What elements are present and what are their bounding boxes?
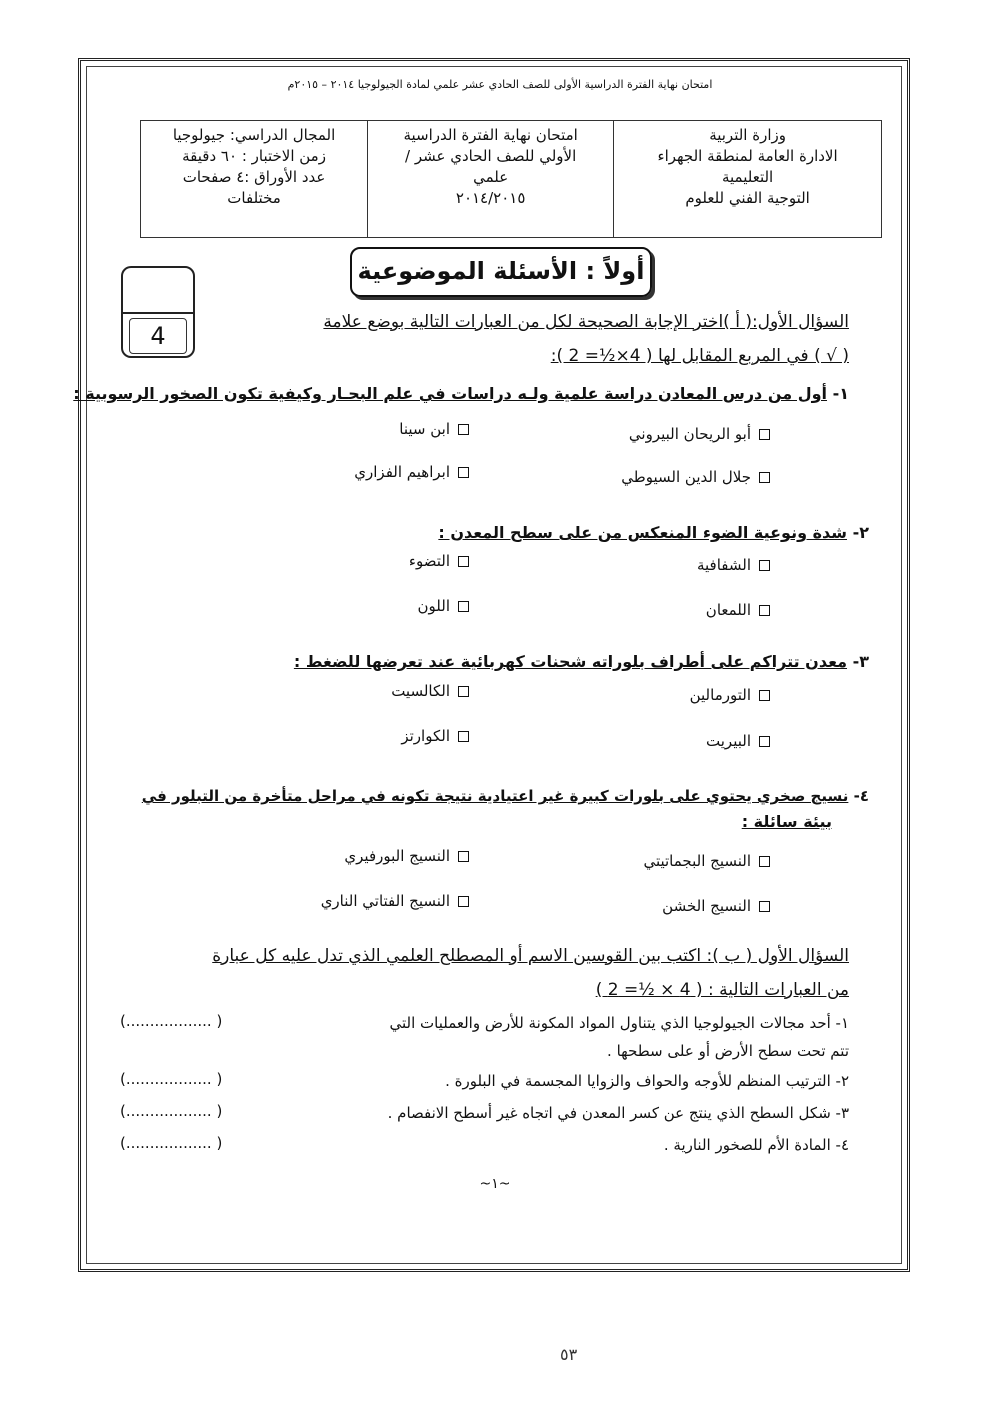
score-value: 4 — [129, 318, 187, 354]
header-subject-cell: المجال الدراسي: جيولوجيا زمن الاختبار : ٦٠ دقيقة عدد الأوراق :٤ صفحات مختلفات — [141, 121, 368, 238]
q1b-item3: ٣- شكل السطح الذي ينتج عن كسر المعدن في اتجاه غير أسطح الانفصام . — [387, 1104, 849, 1122]
option-2-1[interactable]: الشفافية — [697, 556, 770, 574]
q1b-item1: ١- أحد مجالات الجيولوجيا الذي يتناول المواد المكونة للأرض والعمليات التي — [389, 1014, 849, 1032]
answer-blank-3[interactable]: (.................. ) — [120, 1102, 223, 1120]
q1b-title: السؤال الأول ( ب ): اكتب بين القوسين الاسم أو المصطلح العلمي الذي تدل عليه كل عبارة — [212, 946, 849, 966]
option-2-3[interactable]: اللمعان — [706, 601, 770, 619]
q1b-item1-cont: تتم تحت سطح الأرض أو على سطحها . — [607, 1042, 849, 1060]
option-1-2[interactable]: ابن سينا — [399, 420, 469, 438]
header-ministry-cell: وزارة التربية الادارة العامة لمنطقة الجهراء التعليمية التوجية الفني للعلوم — [614, 121, 882, 238]
q1b-item2: ٢- الترتيب المنظم للأوجه والحواف والزوايا المجسمة في البلورة . — [445, 1072, 849, 1090]
checkbox-icon[interactable] — [458, 556, 469, 567]
section-title: أولاً : الأسئلة الموضوعية — [350, 247, 652, 297]
answer-blank-2[interactable]: (.................. ) — [120, 1070, 223, 1088]
page-number: ~١~ — [479, 1176, 511, 1192]
option-2-4[interactable]: اللون — [418, 597, 469, 615]
exam-header-table — [140, 120, 882, 238]
checkbox-icon[interactable] — [759, 690, 770, 701]
option-2-2[interactable]: التضوء — [409, 552, 469, 570]
checkbox-icon[interactable] — [759, 560, 770, 571]
checkbox-icon[interactable] — [458, 896, 469, 907]
option-4-4[interactable]: النسيج الفتاتي الناري — [321, 892, 469, 910]
checkbox-icon[interactable] — [759, 605, 770, 616]
checkbox-icon[interactable] — [759, 429, 770, 440]
q1a-item2: ٢- شدة ونوعية الضوء المنعكس من على سطح المعدن : — [438, 523, 869, 542]
checkbox-icon[interactable] — [759, 472, 770, 483]
q1a-item4: ٤- نسيج صخري يحتوي على بلورات كبيرة غير اعتيادية نتيجة تكونه في مراحل متأخرة من التبلور في — [141, 787, 869, 805]
checkbox-icon[interactable] — [458, 424, 469, 435]
option-1-4[interactable]: ابراهيم الفزاري — [354, 463, 469, 481]
q1b-item4: ٤- المادة الأم للصخور النارية . — [663, 1136, 849, 1154]
checkbox-icon[interactable] — [458, 731, 469, 742]
exam-top-title: امتحان نهاية الفترة الدراسية الأولى للصف الحادي عشر علمي لمادة الجيولوجيا ٢٠١٤ – ٢٠١٥م — [287, 78, 713, 91]
q1a-title: السؤال الأول:( أ )اختر الإجابة الصحيحة لكل من العبارات التالية بوضع علامة — [323, 312, 849, 332]
answer-blank-4[interactable]: (.................. ) — [120, 1134, 223, 1152]
score-box — [121, 266, 195, 358]
q1a-item1: ١- أول من درس المعادن دراسة علمية ولـه دراسات في علم البحـار وكيفية تكون الصخور الرسوبية : — [73, 384, 849, 403]
checkbox-icon[interactable] — [458, 601, 469, 612]
checkbox-icon[interactable] — [759, 736, 770, 747]
checkbox-icon[interactable] — [759, 901, 770, 912]
option-3-2[interactable]: الكالسيت — [391, 682, 469, 700]
q1a-item4-cont: بيئة سائلة : — [741, 812, 832, 831]
q1b-subtitle: من العبارات التالية : ( 4 × ½= 2 ) — [595, 980, 849, 1000]
option-4-3[interactable]: النسيج الخشن — [662, 897, 770, 915]
option-3-4[interactable]: الكوارتز — [401, 727, 469, 745]
checkbox-icon[interactable] — [759, 856, 770, 867]
option-1-1[interactable]: أبو الريحان البيروني — [629, 425, 770, 443]
option-4-1[interactable]: النسيج البجماتيتي — [643, 852, 770, 870]
checkbox-icon[interactable] — [458, 851, 469, 862]
q1a-item3: ٣- معدن تتراكم على أطراف بلوراته شحنات كهربائية عند تعرضها للضغط : — [293, 652, 869, 671]
q1a-subtitle: ( √ ) في المربع المقابل لها ( 4×½= 2 ): — [550, 346, 849, 366]
option-4-2[interactable]: النسيج البورفيري — [344, 847, 469, 865]
option-3-1[interactable]: التورمالين — [690, 686, 770, 704]
answer-blank-1[interactable]: (.................. ) — [120, 1012, 223, 1030]
header-exam-cell: امتحان نهاية الفترة الدراسية الأولي للصف الحادي عشر / علمي ٢٠١٤/٢٠١٥ — [368, 121, 614, 238]
option-3-3[interactable]: البيريت — [706, 732, 770, 750]
handwritten-page-number: ٥٣ — [560, 1345, 578, 1364]
checkbox-icon[interactable] — [458, 467, 469, 478]
option-1-3[interactable]: جلال الدين السيوطي — [621, 468, 770, 486]
checkbox-icon[interactable] — [458, 686, 469, 697]
